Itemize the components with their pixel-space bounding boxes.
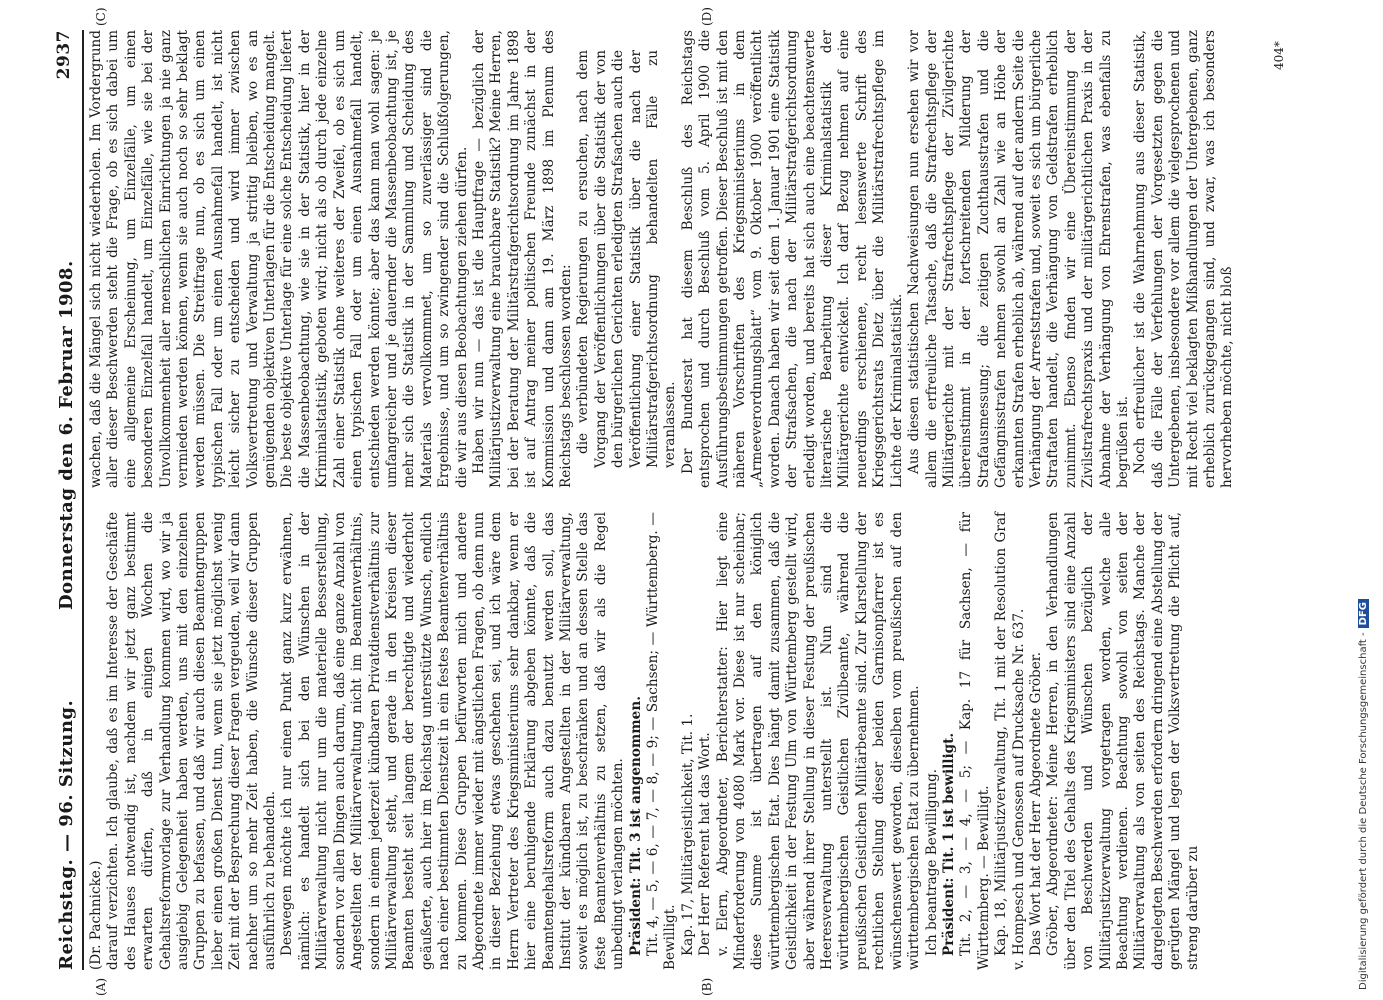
quoted-resolution: die verbündeten Regierungen zu ersuchen, nach dem Vorgang der Veröffentlichungen über die Statistik der von den bürgerlichen Gerichten erledigten Strafsachen auch die Veröffentlichung einer Statistik über die nach der Militärstrafgerichtsordnung behandelten Fälle zu veranlassen.: [575, 50, 679, 468]
paragraph: Tit. 4, — 5, — 6, — 7, — 8, — 9; — Sachsen; — Württemberg. — Bewilligt.: [645, 512, 679, 970]
paragraph: wachen, daß die Mängel sich nicht wiederholen. Im Vordergrund aller dieser Beschwerden steht die Frage, ob es sich dabei um eine allgemeine Erscheinung, um Einzelfälle, um einen besonderen Einzelfall handelt, um Einzelfälle, wie sie bei der Unvollkommenheit aller menschlichen Einrichtungen ja nie ganz vermieden werden können, wenn sie auch noch so sehr beklagt werden müssen. Die Streitfrage nun, ob es sich um einen typischen Fall oder um einen Ausnahmefall handelt, ist nicht leicht sicher zu entscheiden und wird immer zwischen Volksvertretung und Verwaltung ja strittig bleiben, wo es an genügenden objektiven Unterlagen für die Entscheidung mangelt. Die beste objektive Unterlage für eine solche Entscheidung liefert die Massenbeobachtung, wie sie in der Statistik, hier in der Kriminalstatistik, geboten wird; nicht als ob durch jede einzelne Zahl einer Statistik ohne weiteres der Zweifel, ob es sich um einen typischen Fall oder um einen Ausnahmefall handelt, entschieden werden könnte; aber das kann man wohl sagen: je umfangreicher und je dauernder die Massenbeobachtung ist, je mehr sich die Statistik in der Sammlung und Scheidung des Materials vervollkommnet, um so zuverlässiger sind die Ergebnisse, und um so zwingender sind die Schlußfolgerungen, die wir aus diesen Beobachtungen ziehen dürfen.: [88, 30, 470, 488]
paragraph: Der Bundesrat hat diesem Beschluß des Reichstags entsprochen und durch Beschluß vom 5. April 1900 die Ausführungsbestimmungen getroffen. Dieser Beschluß ist mit den näheren Vorschriften des Kriegsministeriums in dem „Armeeverordnungsblatt“ vom 9. Oktober 1900 veröffentlicht worden. Danach haben wir seit dem 1. Januar 1901 eine Statistik der Strafsachen, die nach der Militärstrafgerichtsordnung erledigt worden, und bereits hat sich auch eine beachtenswerte literarische Bearbeitung dieser Kriminalstatistik der Militärgerichte entwickelt. Ich darf Bezug nehmen auf eine neuerdings erschienene, recht lesenswerte Schrift des Kriegsgerichtsrats Dietz über die Militärstrafrechtspflege im Lichte der Kriminalstatistik.: [679, 30, 905, 488]
paragraph: Tit. 2, — 3, — 4, — 5; — Kap. 17 für Sachsen, — für Württemberg. — Bewilligt.: [958, 512, 992, 970]
left-column: [88, 512, 1202, 970]
paragraph: Aus diesen statistischen Nachweisungen nun ersehen wir vor allem die erfreuliche Tatsache, daß die Strafrechtspflege der Militärgerichte mit der Strafrechtspflege der Zivilgerichte übereinstimmt in der fortschreitenden Milderung der Strafausmessung; die zeitigen Zuchthausstrafen und die Gefängnisstrafen nehmen sowohl an Zahl wie an Höhe der erkannten Strafen erheblich ab, während auf der andern Seite die Verhängung der Arreststrafen und, soweit es sich um bürgerliche Straftaten handelt, die Verhängung von Geldstrafen erheblich zunimmt. Ebenso finden wir eine Übereinstimmung der Zivilstrafrechtspraxis und der militärgerichtlichen Praxis in der Abnahme der Verhängung von Ehrenstrafen, was ebenfalls zu begrüßen ist.: [906, 30, 1131, 488]
paragraph: Deswegen möchte ich nur einen Punkt ganz kurz erwähnen, nämlich: es handelt sich bei den Wünschen in der Militärverwaltung nicht nur um die materielle Besserstellung, sondern vor allen Dingen auch darum, daß eine ganze Anzahl von Angestellten der Militärverwaltung nicht im Beamtenverhältnis, sondern in einem jederzeit kündbaren Privatdienstverhältnis zur Militärverwaltung steht, und gerade in den Kreisen dieser Beamten besteht seit langem der berechtigte und wiederholt geäußerte, auch hier im Reichstag unterstützte Wunsch, endlich nach einer bestimmten Dienstzeit in ein festes Beamtenverhältnis zu kommen. Diese Gruppen befürworten mich und andere Abgeordnete immer wieder mit ängstlichen Fragen, ob denn nun in dieser Beziehung etwas geschehen sei, und ich wäre dem Herrn Vertreter des Kriegsministeriums sehr dankbar, wenn er hier eine beruhigende Erklärung abgeben könnte, daß die Beamtengehaltsreform auch dazu benutzt werden soll, das Institut der kündbaren Angestellten in der Militärverwaltung, soweit es möglich ist, zu beschränken und an dessen Stelle das feste Beamtenverhältnis zu setzen, daß wir als die Regel unbedingt verlangen möchten.: [279, 512, 627, 970]
margin-marker-c: (C): [94, 7, 108, 26]
paragraph: Haben wir nun — das ist die Hauptfrage — bezüglich der Militärjustizverwaltung eine brauchbare Statistik? Meine Herren, bei der Beratung der Militärstrafgerichtsordnung im Jahre 1898 ist auf Antrag meiner politischen Freunde zunächst in der Kommission und dann am 19. März 1898 im Plenum des Reichstags beschlossen worden:: [470, 30, 574, 488]
paragraph: darauf verzichten. Ich glaube, daß es im Interesse der Geschäfte des Hauses notwendig ist, nachdem wir jetzt ganz bestimmt erwarten dürfen, daß in einigen Wochen die Gehaltsreformvorlage zur Verhandlung kommen wird, wo wir ja ausgiebig Gelegenheit haben werden, uns mit den einzelnen Gruppen zu befassen, und daß wir auch diesen Beamtengruppen lieber einen großen Dienst tun, wenn sie jetzt möglichst wenig Zeit mit der Besprechung dieser Fragen vergeuden, weil wir dann nachher um so mehr Zeit haben, die Wünsche dieser Gruppen ausführlich zu behandeln.: [105, 512, 279, 970]
credit-text: Digitalisierung gefördert durch die Deutsche Forschungsgemeinschaft -: [1358, 632, 1369, 990]
digitization-credit: [1358, 10, 1378, 1000]
paragraph: Der Herr Referent hat das Wort.: [697, 732, 714, 956]
signature-mark: 404*: [1272, 41, 1286, 70]
margin-marker-b: (B): [700, 977, 714, 996]
speech-groeber: Gröber, Abgeordneter: Meine Herren, in den Verhandlungen über den Titel des Gehalts des Kriegsministers sind eine Anzahl von Beschwerden und Wünschen bezüglich der Militärjustizverwaltung vorgetragen worden, welche alle Beachtung verdienen. Beachtung sowohl von seiten der Militärverwaltung als von seiten des Reichstags. Manche der dargelegten Beschwerden erfordern dringend eine Abstellung der gerügten Mängel und legen der Volksvertretung die Pflicht auf, streng darüber zu: [1045, 512, 1201, 970]
page-header: [50, 30, 84, 970]
dfg-logo: DFG: [1358, 599, 1369, 628]
speech-elern: v. Elern, Abgeordneter, Berichterstatter: Hier liegt eine Minderforderung von 4080 Mark vor. Diese ist nur scheinbar; diese Summe ist übertragen auf den königlich württembergischen Etat. Dies hängt damit zusammen, daß die Geistlichkeit in der Festung Ulm von Württemberg gestellt wird, aber während ihrer Stellung in dieser Festung der preußischen Heeresverwaltung unterstellt ist. Nun sind die württembergischen Geistlichen Zivilbeamte, während die preußischen Geistlichen Militärbeamte sind. Zur Klarstellung der rechtlichen Stellung dieser beiden Garnisonpfarrer ist es wünschenswert geworden, dieselben vom preußischen auf den württembergischen Etat zu übernehmen.: [714, 512, 923, 970]
president-statement: Präsident: Tit. 1 ist bewilligt.: [940, 732, 957, 956]
speaker-note: (Dr. Pachnicke.): [88, 860, 104, 970]
right-column: [88, 30, 1237, 488]
paragraph: Das Wort hat der Herr Abgeordnete Gröber.: [1027, 651, 1044, 956]
header-rule: [82, 30, 84, 970]
paragraph: Noch erfreulicher ist die Wahrnehmung aus dieser Statistik, daß die Fälle der Verfehlungen der Vorgesetzten gegen die Untergebenen, insbesondere vor allem die vielgesprochenen und mit Recht viel beklagten Mißhandlungen der Untergebenen, ganz erheblich zurückgegangen sind, und zwar, was ich besonders hervorheben möchte, nicht bloß: [1132, 30, 1236, 488]
margin-marker-a: (A): [94, 977, 108, 996]
paragraph: Kap. 18, Militärjustizverwaltung, Tit. 1 mit der Resolution Graf v. Hompesch und Genossen auf Drucksache Nr. 637.: [993, 512, 1027, 970]
president-statement: Präsident: Tit. 3 ist angenommen.: [627, 696, 644, 956]
page-number: 2937: [54, 30, 74, 80]
paragraph: Kap. 17, Militärgeistlichkeit, Tit. 1.: [679, 713, 696, 956]
paragraph: Ich beantrage Bewilligung.: [923, 768, 940, 956]
header-date: Donnerstag den 6. Februar 1908.: [56, 260, 77, 610]
margin-marker-d: (D): [700, 7, 714, 26]
header-session: Reichstag. — 96. Sitzung.: [56, 699, 77, 970]
